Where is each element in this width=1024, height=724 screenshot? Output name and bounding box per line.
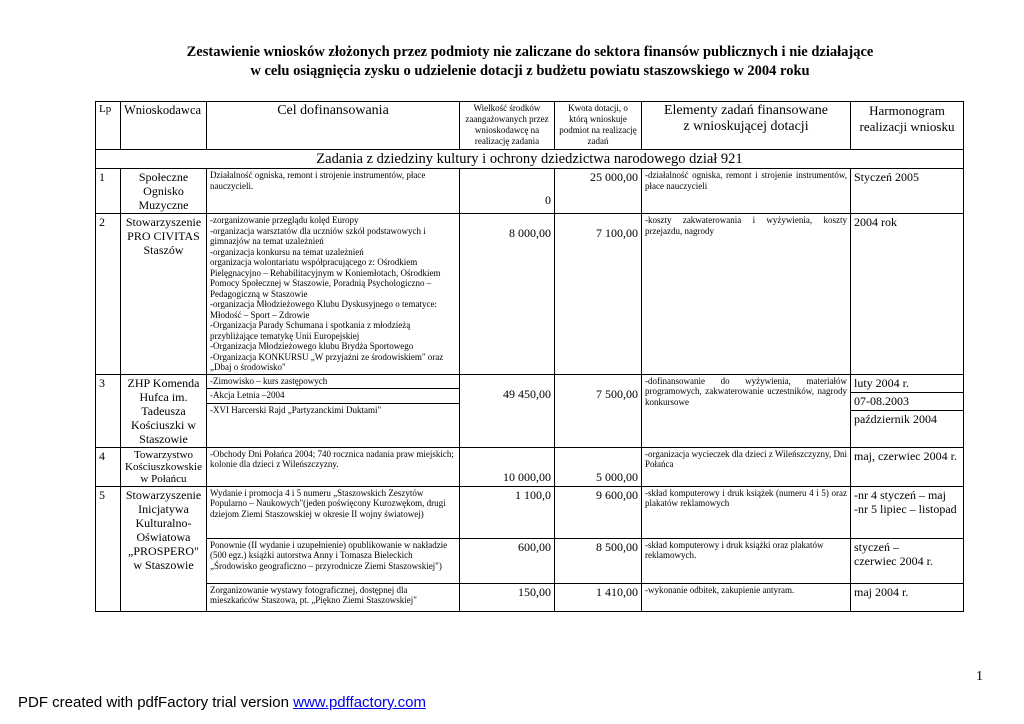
table-row xyxy=(96,447,964,486)
row-kwota: 7 500,00 xyxy=(555,374,642,447)
row-kwota: 7 100,00 xyxy=(555,214,642,375)
row-harmonogram: Styczeń 2005 xyxy=(851,169,964,214)
page-number: 1 xyxy=(976,669,983,684)
row-elementy: -organizacja wycieczek dla dzieci z Wileńszczyzny, Dni Połańca xyxy=(642,447,851,486)
row-lp: 2 xyxy=(96,214,121,375)
row-elementy: -dofinansowanie do wyżywienia, materiałów programowych, zakwaterowanie uczestników, nagrody konkursowe xyxy=(642,374,851,447)
title-line-1: Zestawienie wniosków złożonych przez podmioty nie zaliczane do sektora finansów publicznych i nie działające xyxy=(186,44,874,60)
row-lp: 5 xyxy=(96,486,121,611)
cel-item: organizacja wolontariatu współpracującego z: Ośrodkiem Pielęgnacyjno – Rehabilitacyjnym w Koniemłotach, Ośrodkiem Pomocy Społecznej w Staszowie, Poradnią Psychologiczno – Pedagogiczną w Staszowie xyxy=(210,257,441,299)
row-harmonogram xyxy=(851,374,964,447)
row-cel: Wydanie i promocja 4 i 5 numeru „Staszowskich Zeszytów Popularno – Naukowych"(jeden poświęcony Kurozwękom, drugi dziejom Ziemi Staszowskiej w okresie II wojny światowej) xyxy=(207,486,460,538)
harmonogram-item: październik 2004 xyxy=(851,410,963,426)
header-elementy-line-2: z wnioskującej dotacji xyxy=(683,119,809,134)
cel-item: -zorganizowanie przeglądu kolęd Europy xyxy=(210,215,359,225)
row-harmonogram: maj 2004 r. xyxy=(851,583,964,611)
cel-item: -organizacja Młodzieżowego Klubu Dyskusyjnego o tematyce: Młodość – Sport – Zdrowie xyxy=(210,299,438,320)
table-row xyxy=(96,583,964,611)
harmonogram-item: styczeń – xyxy=(854,539,899,554)
row-elementy: -koszty zakwaterowania i wyżywienia, koszty przejazdu, nagrody xyxy=(642,214,851,375)
row-kwota: 8 500,00 xyxy=(555,538,642,583)
row-wnioskodawca: ZHP Komenda Hufca im. Tadeusza Kościuszki w Staszowie xyxy=(121,374,207,447)
pdf-footer xyxy=(18,694,426,711)
row-harmonogram xyxy=(851,486,964,538)
row-lp: 3 xyxy=(96,374,121,447)
cel-item: -Organizacja Parady Schumana i spotkania z młodzieżą przybliżające tematykę Unii Europejskiej xyxy=(210,320,411,341)
row-kwota: 9 600,00 xyxy=(555,486,642,538)
header-row xyxy=(96,102,964,150)
table-row xyxy=(96,214,964,375)
section-title: Zadania z dziedziny kultury i ochrony dziedzictwa narodowego dział 921 xyxy=(96,150,964,169)
header-elementy-line-1: Elementy zadań finansowane xyxy=(663,103,829,118)
harmonogram-item: -nr 4 styczeń – maj xyxy=(854,487,946,502)
row-wnioskodawca: Towarzystwo Kościuszkowskie w Połańcu xyxy=(121,447,207,486)
table-row xyxy=(96,486,964,538)
row-wielkosc: 1 100,0 xyxy=(460,486,555,538)
row-harmonogram: maj, czerwiec 2004 r. xyxy=(851,447,964,486)
row-harmonogram: 2004 rok xyxy=(851,214,964,375)
cel-item: -Zimowisko – kurs zastępowych xyxy=(210,375,328,386)
header-harmonogram: Harmonogram realizacji wniosku xyxy=(851,102,964,150)
harmonogram-item: luty 2004 r. xyxy=(854,375,910,390)
cel-item: -organizacja konkursu na temat uzależnień xyxy=(210,246,364,257)
row-wielkosc: 8 000,00 xyxy=(460,214,555,375)
header-elementy xyxy=(642,102,851,150)
cel-item: -Organizacja Młodzieżowego klubu Brydża Sportowego xyxy=(210,341,414,351)
row-cel: Działalność ogniska, remont i strojenie instrumentów, płace nauczycieli. xyxy=(207,169,460,214)
title-line-2: w celu osiągnięcia zysku o udzielenie dotacji z budżetu powiatu staszowskiego w 2004 roku xyxy=(250,63,810,79)
table-row xyxy=(96,374,964,447)
row-elementy: -skład komputerowy i druk książki oraz plakatów reklamowych. xyxy=(642,538,851,583)
table-row xyxy=(96,169,964,214)
header-cel: Cel dofinansowania xyxy=(207,102,460,150)
row-elementy: -wykonanie odbitek, zakupienie antyram. xyxy=(642,583,851,611)
header-wnioskodawca: Wnioskodawca xyxy=(121,102,207,150)
cel-item: -organizacja warsztatów dla uczniów szkół podstawowych i gimnazjów na temat uzależnień xyxy=(210,225,426,246)
row-wielkosc: 0 xyxy=(460,169,555,214)
row-cel: Zorganizowanie wystawy fotograficznej, dostępnej dla mieszkańców Staszowa, pt. „Piękno Ziemi Staszowskiej" xyxy=(207,583,460,611)
row-wielkosc: 49 450,00 xyxy=(460,374,555,447)
row-wielkosc: 600,00 xyxy=(460,538,555,583)
row-wielkosc: 10 000,00 xyxy=(460,447,555,486)
row-kwota: 25 000,00 xyxy=(555,169,642,214)
harmonogram-item: 07-08.2003 xyxy=(851,392,963,408)
cel-item: -Organizacja KONKURSU „W przyjaźni ze środowiskiem" oraz „Dbaj o środowisko" xyxy=(210,351,444,372)
row-kwota: 1 410,00 xyxy=(555,583,642,611)
header-lp: Lp xyxy=(96,102,121,150)
row-wnioskodawca: Społeczne Ognisko Muzyczne xyxy=(121,169,207,214)
table-row xyxy=(96,538,964,583)
row-lp: 4 xyxy=(96,447,121,486)
cel-item: -Akcja Letnia –2004 xyxy=(207,388,459,401)
document-title xyxy=(0,43,1024,81)
section-row xyxy=(96,150,964,169)
grants-table xyxy=(95,101,964,612)
header-kwota: Kwota dotacji, o którą wnioskuje podmiot na realizację zadań xyxy=(555,102,642,150)
row-harmonogram xyxy=(851,538,964,583)
row-cel xyxy=(207,214,460,375)
row-wnioskodawca: Stowarzyszenie PRO CIVITAS Staszów xyxy=(121,214,207,375)
row-cel: Ponownie (II wydanie i uzupełnienie) opublikowanie w nakładzie (500 egz.) książki autorstwa Anny i Tomasza Bieleckich „Środowisko geograficzno – przyrodnicze Ziemi Staszowskiej") xyxy=(207,538,460,583)
harmonogram-item: -nr 5 lipiec – listopad xyxy=(854,501,957,516)
row-cel xyxy=(207,374,460,447)
footer-text: PDF created with pdfFactory trial version xyxy=(18,694,294,711)
footer-link[interactable]: www.pdffactory.com xyxy=(293,694,426,711)
row-kwota: 5 000,00 xyxy=(555,447,642,486)
row-elementy: -skład komputerowy i druk książek (numeru 4 i 5) oraz plakatów reklamowych xyxy=(642,486,851,538)
header-wielkosc: Wielkość środków zaangażowanych przez wnioskodawcę na realizację zadania xyxy=(460,102,555,150)
cel-item: -XVI Harcerski Rajd „Partyzanckimi Duktami" xyxy=(207,403,459,416)
row-elementy: -działalność ogniska, remont i strojenie instrumentów, płace nauczycieli xyxy=(642,169,851,214)
row-wielkosc: 150,00 xyxy=(460,583,555,611)
row-lp: 1 xyxy=(96,169,121,214)
harmonogram-item: czerwiec 2004 r. xyxy=(854,553,933,568)
row-cel: -Obchody Dni Połańca 2004; 740 rocznica nadania praw miejskich; kolonie dla dzieci z Wileńszczyzny. xyxy=(207,447,460,486)
row-wnioskodawca: Stowarzyszenie Inicjatywa Kulturalno-Oświatowa „PROSPERO" w Staszowie xyxy=(121,486,207,611)
